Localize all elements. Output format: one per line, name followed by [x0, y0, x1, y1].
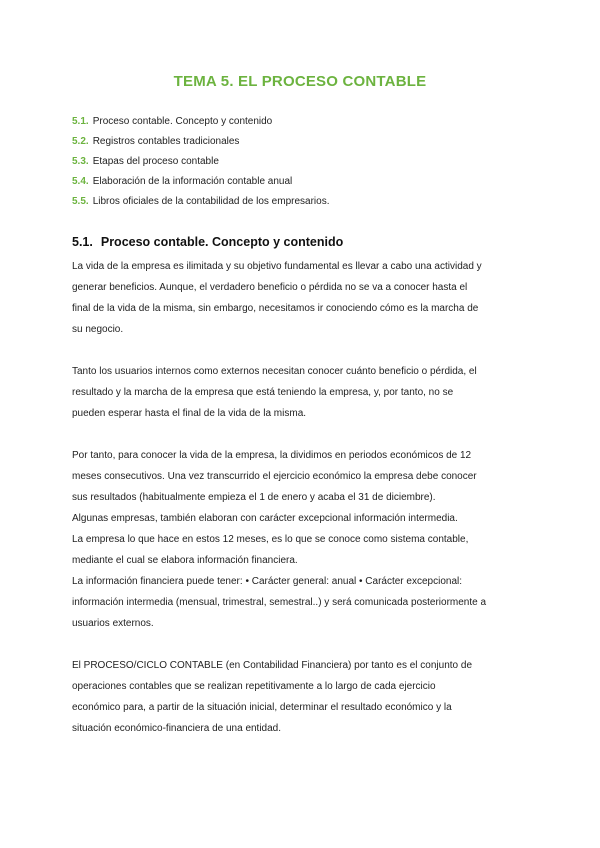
toc-label: Registros contables tradicionales [92, 136, 240, 147]
body-line: Algunas empresas, también elaboran con carácter excepcional información intermedia. [72, 513, 458, 524]
paragraph-gap [72, 634, 532, 655]
body-line: usuarios externos. [72, 618, 154, 629]
body-line: Tanto los usuarios internos como externos necesitan conocer cuánto beneficio o pérdida, el [72, 366, 477, 377]
section-number: 5.1. [72, 235, 93, 249]
body-line: situación económico-financiera de una entidad. [72, 723, 282, 734]
body-line: La información financiera puede tener: • Carácter general: anual • Carácter excepcional: [72, 576, 462, 587]
body-line: resultado y la marcha de la empresa que está teniendo la empresa, y, por tanto, no se [72, 387, 454, 398]
page-title: TEMA 5. EL PROCESO CONTABLE [173, 73, 427, 90]
toc-number: 5.1. [72, 116, 89, 127]
body-line: meses consecutivos. Una vez transcurrido el ejercicio económico la empresa debe conocer [72, 471, 477, 482]
toc-label: Libros oficiales de la contabilidad de los empresarios. [92, 196, 330, 207]
body-line: final de la vida de la misma, sin embargo, necesitamos ir conociendo cómo es la marcha de [72, 303, 479, 314]
body-line: Por tanto, para conocer la vida de la empresa, la dividimos en periodos económicos de 12 [72, 450, 472, 461]
toc-number: 5.3. [72, 156, 89, 167]
body-text [72, 256, 532, 739]
toc-label: Etapas del proceso contable [92, 156, 219, 167]
toc-item [72, 112, 329, 132]
body-line: generar beneficios. Aunque, el verdadero beneficio o pérdida no se va a conocer hasta el [72, 282, 468, 293]
body-line: La vida de la empresa es ilimitada y su objetivo fundamental es llevar a cabo una actividad y [72, 261, 482, 272]
body-line: La empresa lo que hace en estos 12 meses, es lo que se conoce como sistema contable, [72, 534, 469, 545]
section-title: Proceso contable. Concepto y contenido [100, 235, 344, 249]
toc-label: Proceso contable. Concepto y contenido [92, 116, 273, 127]
toc-label: Elaboración de la información contable anual [92, 176, 293, 187]
toc-item [72, 192, 329, 212]
section-heading [72, 235, 343, 249]
table-of-contents [72, 112, 329, 212]
toc-number: 5.5. [72, 196, 89, 207]
body-line: económico para, a partir de la situación inicial, determinar el resultado económico y la [72, 702, 452, 713]
body-line: información intermedia (mensual, trimestral, semestral..) y será comunicada posteriormente a [72, 597, 487, 608]
toc-item [72, 172, 329, 192]
body-line: sus resultados (habitualmente empieza el 1 de enero y acaba el 31 de diciembre). [72, 492, 436, 503]
paragraph-gap [72, 424, 532, 445]
body-line: mediante el cual se elabora información financiera. [72, 555, 298, 566]
toc-number: 5.4. [72, 176, 89, 187]
toc-item [72, 132, 329, 152]
toc-number: 5.2. [72, 136, 89, 147]
body-line: pueden esperar hasta el final de la vida de la misma. [72, 408, 307, 419]
body-line: su negocio. [72, 324, 124, 335]
paragraph-gap [72, 340, 532, 361]
body-line: El PROCESO/CICLO CONTABLE (en Contabilidad Financiera) por tanto es el conjunto de [72, 660, 472, 671]
toc-item [72, 152, 329, 172]
body-line: operaciones contables que se realizan repetitivamente a lo largo de cada ejercicio [72, 681, 436, 692]
